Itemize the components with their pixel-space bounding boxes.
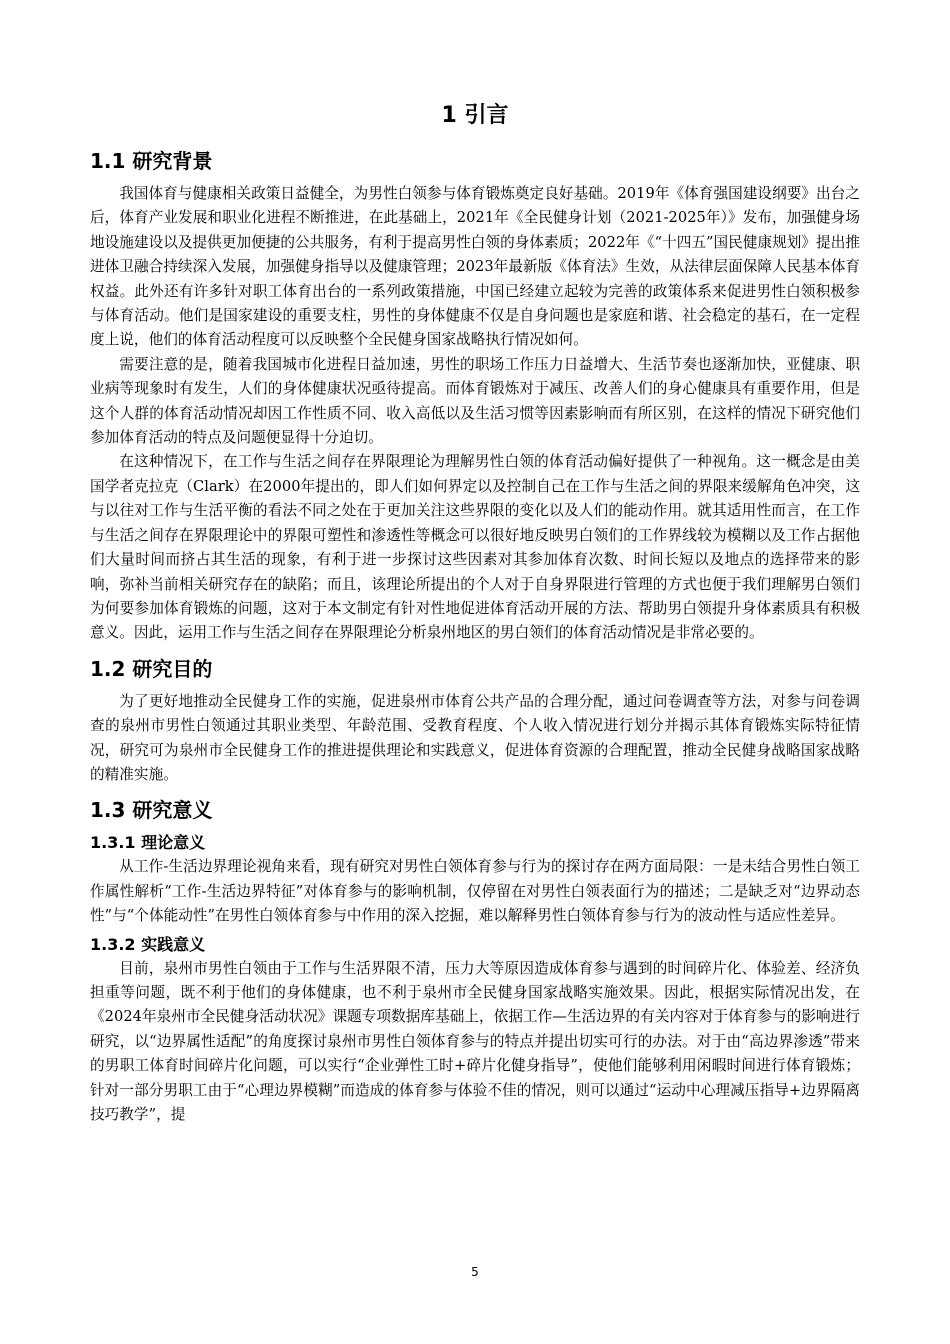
background-paragraph-3: 在这种情况下，在工作与生活之间存在界限理论为理解男性白领的体育活动偏好提供了一种视角。这一概念是由美国学者克拉克（Clark）在2000年提出的，即人们如何界定以及控制自己在工作与生活之间的界限来缓解角色冲突，这与以往对工作与生活平衡的看法不同之处在于更加关注这些界限的变化以及人们的能动作用。就其适用性而言，在工作与生活之间存在界限理论中的界限可塑性和渗透性等概念可以很好地反映男白领们的工作界线较为模糊以及工作占据他们大量时间而挤占其生活的现象，有利于进一步探讨这些因素对其参加体育次数、时间长短以及地点的选择带来的影响，弥补当前相关研究存在的缺陷；而且，该理论所提出的个人对于自身界限进行管理的方式也便于我们理解男白领们为何要参加体育锻炼的问题，这对于本文制定有针对性地促进体育活动开展的方法、帮助男白领提升身体素质具有积极意义。因此，运用工作与生活之间存在界限理论分析泉州地区的男白领们的体育活动情况是非常必要的。 [90,453,860,642]
page-content [90,100,860,1127]
background-paragraph-1: 我国体育与健康相关政策日益健全，为男性白领参与体育锻炼奠定良好基础。2019年《体育强国建设纲要》出台之后，体育产业发展和职业化进程不断推进，在此基础上，2021年《全民健身计划（2021-2025年）》发布，加强健身场地设施建设以及提供更加便捷的公共服务，有利于提高男性白领的身体素质；2022年《“十四五”国民健康规划》提出推进体卫融合持续深入发展，加强健身指导以及健康管理；2023年最新版《体育法》生效，从法律层面保障人民基本体育权益。此外还有许多针对职工体育出台的一系列政策措施，中国已经建立起较为完善的政策体系来促进男性白领积极参与体育活动。他们是国家建设的重要支柱，男性的身体健康不仅是自身问题也是家庭和谐、社会稳定的基石，在一定程度上说，他们的体育活动程度可以反映整个全民健身国家战略执行情况如何。 [90,185,860,349]
purpose-paragraph: 为了更好地推动全民健身工作的实施，促进泉州市体育公共产品的合理分配，通过问卷调查等方法，对参与问卷调查的泉州市男性白领通过其职业类型、年龄范围、受教育程度、个人收入情况进行划分并揭示其体育锻炼实际特征情况，研究可为泉州市全民健身工作的推进提供理论和实践意义，促进体育资源的合理配置，推动全民健身战略国家战略的精准实施。 [90,692,860,783]
page-number: 5 [471,1265,479,1279]
section-heading-background: 1.1 研究背景 [90,149,213,173]
section-heading-significance: 1.3 研究意义 [90,798,213,823]
practical-paragraph: 目前，泉州市男性白领由于工作与生活界限不清，压力大等原因造成体育参与遇到的时间碎片化、体验差、经济负担重等问题，既不利于他们的身体健康，也不利于泉州市全民健身国家战略实施效果。因此，根据实际情况出发，在《2024年泉州市全民健身活动状况》课题专项数据库基础上，依据工作—生活边界的有关内容对于体育参与的影响进行研究，以“边界属性适配”的角度探讨泉州市男性白领体育参与的特点并提出切实可行的办法。对于由“高边界渗透”带来的男职工体育时间碎片化问题，可以实行“企业弹性工时+碎片化健身指导”，使他们能够利用闲暇时间进行体育锻炼；针对一部分男职工由于“心理边界模糊”而造成的体育参与体验不佳的情况，则可以通过“运动中心理减压指导+边界隔离技巧教学”，提 [90,959,860,1123]
chapter-title: 1 引言 [441,103,509,128]
background-paragraph-2: 需要注意的是，随着我国城市化进程日益加速，男性的职场工作压力日益增大、生活节奏也逐渐加快，亚健康、职业病等现象时有发生，人们的身体健康状况亟待提高。而体育锻炼对于减压、改善人们的身心健康具有重要作用，但是这个人群的体育活动情况却因工作性质不同、收入高低以及生活习惯等因素影响而有所区别，在这样的情况下研究他们参加体育活动的特点及问题便显得十分迫切。 [90,355,860,447]
section-heading-purpose: 1.2 研究目的 [90,656,213,681]
theoretical-paragraph: 从工作-生活边界理论视角来看，现有研究对男性白领体育参与行为的探讨存在两方面局限：一是未结合男性白领工作属性解析“工作-生活边界特征”对体育参与的影响机制，仅停留在对男性白领表面行为的描述；二是缺乏对“边界动态性”与“个体能动性”在男性白领体育参与中作用的深入挖掘，难以解释男性白领体育参与行为的波动性与适应性差异。 [90,858,860,925]
subsection-heading-practical: 1.3.2 实践意义 [90,934,206,954]
subsection-heading-theoretical: 1.3.1 理论意义 [90,833,206,853]
